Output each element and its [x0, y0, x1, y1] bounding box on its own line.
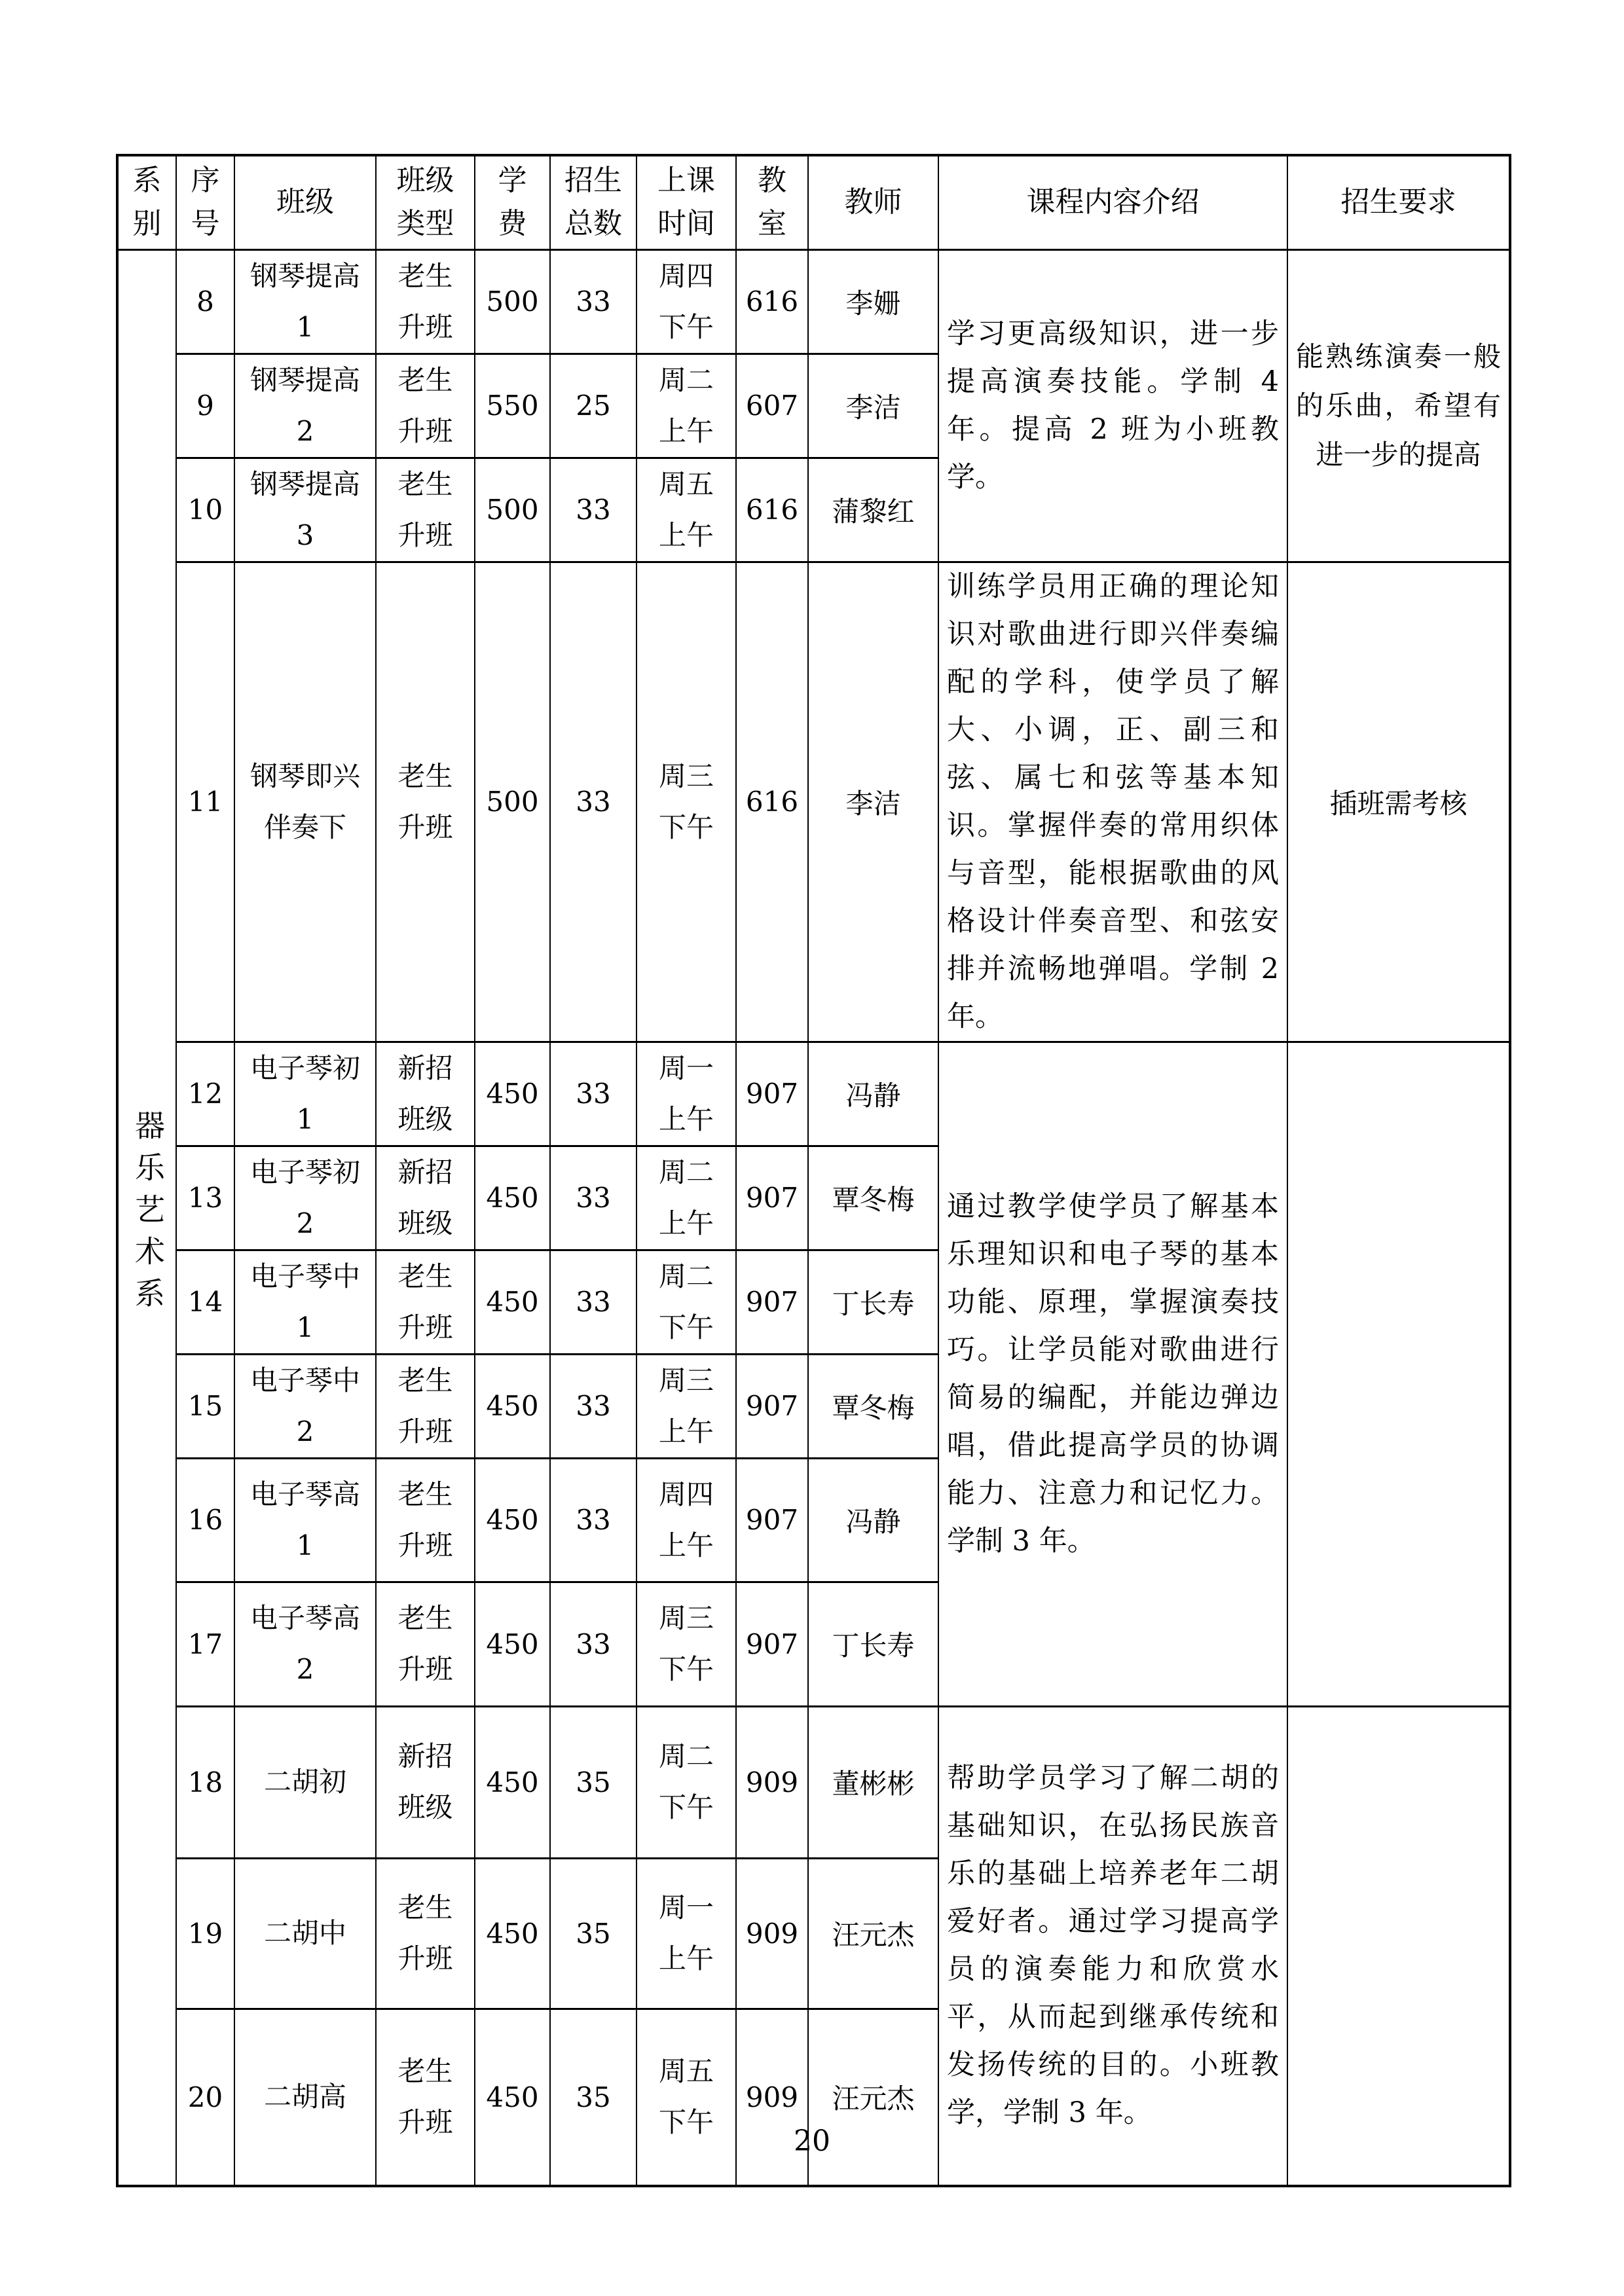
- cell-time: 周一 上午: [637, 1042, 736, 1146]
- cell-teacher: 覃冬梅: [808, 1354, 938, 1458]
- content-cell-12-17: 通过教学使学员了解基本乐理知识和电子琴的基本功能、原理，掌握演奏技巧。让学员能对歌曲进行简易的编配，并能边弹边唱，借此提高学员的协调能力、注意力和记忆力。学制 3 年。: [938, 1042, 1287, 1706]
- cell-teacher: 汪元杰: [808, 2009, 938, 2186]
- cell-no: 14: [176, 1250, 234, 1354]
- cell-no: 13: [176, 1146, 234, 1250]
- header-cell-req: [1287, 155, 1510, 249]
- header-label: 类型: [396, 207, 454, 241]
- header-label: 课程内容介绍: [1026, 185, 1200, 219]
- cell-type: 新招 班级: [376, 1706, 475, 1858]
- cell-quota: 33: [550, 249, 637, 354]
- header-cell-type: [376, 155, 475, 249]
- cell-teacher: 覃冬梅: [808, 1146, 938, 1250]
- header-label: 序: [191, 164, 220, 198]
- header-label: 号: [191, 207, 220, 241]
- cell-quota: 33: [550, 1042, 637, 1146]
- cell-quota: 35: [550, 1858, 637, 2009]
- cell-fee: 450: [475, 1858, 550, 2009]
- cell-type: 老生 升班: [376, 249, 475, 354]
- cell-class: 钢琴提高 2: [234, 354, 376, 458]
- header-label: 时间: [657, 207, 715, 241]
- cell-room: 907: [736, 1354, 808, 1458]
- cell-time: 周三 下午: [637, 562, 736, 1042]
- header-label: 教: [758, 164, 786, 198]
- cell-fee: 450: [475, 1582, 550, 1706]
- table-row: [117, 1706, 1510, 1858]
- cell-teacher: 董彬彬: [808, 1706, 938, 1858]
- cell-teacher: 冯静: [808, 1042, 938, 1146]
- header-label: 费: [498, 207, 527, 241]
- cell-quota: 33: [550, 1458, 637, 1582]
- cell-type: 老生 升班: [376, 1582, 475, 1706]
- cell-no: 12: [176, 1042, 234, 1146]
- content-cell-8-10: 学习更高级知识，进一步提高演奏技能。学制 4 年。提高 2 班为小班教学。: [938, 249, 1287, 562]
- cell-quota: 33: [550, 1146, 637, 1250]
- cell-quota: 35: [550, 2009, 637, 2186]
- cell-fee: 450: [475, 1706, 550, 1858]
- cell-quota: 33: [550, 1582, 637, 1706]
- cell-class: 二胡中: [234, 1858, 376, 2009]
- cell-quota: 33: [550, 458, 637, 562]
- cell-teacher: 李洁: [808, 562, 938, 1042]
- cell-type: 老生 升班: [376, 1858, 475, 2009]
- cell-class: 电子琴初 1: [234, 1042, 376, 1146]
- cell-no: 8: [176, 249, 234, 354]
- cell-no: 9: [176, 354, 234, 458]
- cell-no: 11: [176, 562, 234, 1042]
- cell-time: 周五 上午: [637, 458, 736, 562]
- header-cell-quota: [550, 155, 637, 249]
- cell-room: 907: [736, 1146, 808, 1250]
- table-row: [117, 1042, 1510, 1146]
- cell-no: 17: [176, 1582, 234, 1706]
- cell-type: 老生 升班: [376, 562, 475, 1042]
- cell-type: 老生 升班: [376, 1458, 475, 1582]
- dept-vertical-label: 器乐艺术系: [130, 1109, 166, 1319]
- header-label: 教师: [844, 185, 902, 219]
- cell-fee: 500: [475, 458, 550, 562]
- cell-teacher: 丁长寿: [808, 1250, 938, 1354]
- req-cell-8-10: 能熟练演奏一般的乐曲，希望有进一步的提高: [1287, 249, 1510, 562]
- header-label: 招生: [564, 164, 622, 198]
- cell-teacher: 冯静: [808, 1458, 938, 1582]
- cell-teacher: 李姗: [808, 249, 938, 354]
- cell-class: 电子琴中 2: [234, 1354, 376, 1458]
- cell-class: 钢琴提高 3: [234, 458, 376, 562]
- cell-no: 18: [176, 1706, 234, 1858]
- cell-type: 新招 班级: [376, 1042, 475, 1146]
- cell-room: 909: [736, 1706, 808, 1858]
- cell-class: 二胡高: [234, 2009, 376, 2186]
- cell-fee: 500: [475, 249, 550, 354]
- cell-fee: 450: [475, 1250, 550, 1354]
- cell-no: 10: [176, 458, 234, 562]
- cell-fee: 450: [475, 2009, 550, 2186]
- cell-room: 907: [736, 1250, 808, 1354]
- table-row: [117, 249, 1510, 354]
- cell-teacher: 丁长寿: [808, 1582, 938, 1706]
- header-cell-teacher: [808, 155, 938, 249]
- cell-teacher: 蒲黎红: [808, 458, 938, 562]
- cell-time: 周三 下午: [637, 1582, 736, 1706]
- cell-room: 909: [736, 1858, 808, 2009]
- cell-teacher: 汪元杰: [808, 1858, 938, 2009]
- cell-no: 19: [176, 1858, 234, 2009]
- req-cell-18-20: [1287, 1706, 1510, 2186]
- header-label: 招生要求: [1340, 185, 1456, 219]
- content-cell-11: 训练学员用正确的理论知识对歌曲进行即兴伴奏编配的学科，使学员了解大、小调，正、副三和弦、属七和弦等基本知识。掌握伴奏的常用织体与音型，能根据歌曲的风格设计伴奏音型、和弦安排并流畅地弹唱。学制 2 年。: [938, 562, 1287, 1042]
- dept-cell: [117, 249, 176, 2186]
- cell-room: 907: [736, 1458, 808, 1582]
- cell-time: 周二 下午: [637, 1250, 736, 1354]
- cell-no: 15: [176, 1354, 234, 1458]
- cell-no: 16: [176, 1458, 234, 1582]
- cell-type: 老生 升班: [376, 354, 475, 458]
- cell-room: 909: [736, 2009, 808, 2186]
- content-cell-18-20: 帮助学员学习了解二胡的基础知识，在弘扬民族音乐的基础上培养老年二胡爱好者。通过学习提高学员的演奏能力和欣赏水平，从而起到继承传统和发扬传统的目的。小班教学，学制 3 年。: [938, 1706, 1287, 2186]
- cell-room: 616: [736, 458, 808, 562]
- cell-type: 老生 升班: [376, 458, 475, 562]
- cell-no: 20: [176, 2009, 234, 2186]
- header-label: 班级: [396, 164, 454, 198]
- cell-class: 钢琴即兴 伴奏下: [234, 562, 376, 1042]
- header-row: [117, 155, 1510, 249]
- cell-room: 907: [736, 1582, 808, 1706]
- cell-quota: 33: [550, 1354, 637, 1458]
- header-cell-time: [637, 155, 736, 249]
- cell-time: 周二 下午: [637, 1706, 736, 1858]
- cell-room: 607: [736, 354, 808, 458]
- cell-class: 电子琴高 2: [234, 1582, 376, 1706]
- cell-quota: 25: [550, 354, 637, 458]
- table-row: [117, 562, 1510, 1042]
- cell-fee: 450: [475, 1042, 550, 1146]
- req-cell-11: 插班需考核: [1287, 562, 1510, 1042]
- cell-time: 周三 上午: [637, 1354, 736, 1458]
- cell-room: 907: [736, 1042, 808, 1146]
- cell-time: 周五 下午: [637, 2009, 736, 2186]
- header-label: 系: [132, 164, 162, 198]
- header-cell-room: [736, 155, 808, 249]
- cell-class: 电子琴高 1: [234, 1458, 376, 1582]
- cell-time: 周二 上午: [637, 1146, 736, 1250]
- cell-class: 电子琴初 2: [234, 1146, 376, 1250]
- header-label: 学: [498, 164, 527, 198]
- header-label: 别: [132, 207, 162, 241]
- cell-time: 周二 上午: [637, 354, 736, 458]
- cell-class: 电子琴中 1: [234, 1250, 376, 1354]
- header-label: 室: [758, 207, 786, 241]
- cell-quota: 33: [550, 562, 637, 1042]
- cell-class: 钢琴提高 1: [234, 249, 376, 354]
- cell-type: 新招 班级: [376, 1146, 475, 1250]
- header-cell-no: [176, 155, 234, 249]
- cell-teacher: 李洁: [808, 354, 938, 458]
- header-cell-content: [938, 155, 1287, 249]
- cell-fee: 450: [475, 1354, 550, 1458]
- header-label: 上课: [657, 164, 715, 198]
- cell-type: 老生 升班: [376, 2009, 475, 2186]
- cell-fee: 550: [475, 354, 550, 458]
- cell-fee: 450: [475, 1146, 550, 1250]
- header-label: 总数: [564, 207, 622, 241]
- req-cell-12-17: [1287, 1042, 1510, 1706]
- cell-time: 周四 下午: [637, 249, 736, 354]
- cell-quota: 33: [550, 1250, 637, 1354]
- cell-class: 二胡初: [234, 1706, 376, 1858]
- cell-type: 老生 升班: [376, 1354, 475, 1458]
- cell-time: 周一 上午: [637, 1858, 736, 2009]
- header-label: 班级: [276, 185, 334, 219]
- header-cell-class: [234, 155, 376, 249]
- cell-quota: 35: [550, 1706, 637, 1858]
- header-cell-fee: [475, 155, 550, 249]
- cell-fee: 500: [475, 562, 550, 1042]
- cell-type: 老生 升班: [376, 1250, 475, 1354]
- cell-fee: 450: [475, 1458, 550, 1582]
- cell-room: 616: [736, 562, 808, 1042]
- course-table: [116, 154, 1511, 2187]
- cell-time: 周四 上午: [637, 1458, 736, 1582]
- header-cell-dept: [117, 155, 176, 249]
- cell-room: 616: [736, 249, 808, 354]
- page-number: 20: [794, 2124, 830, 2158]
